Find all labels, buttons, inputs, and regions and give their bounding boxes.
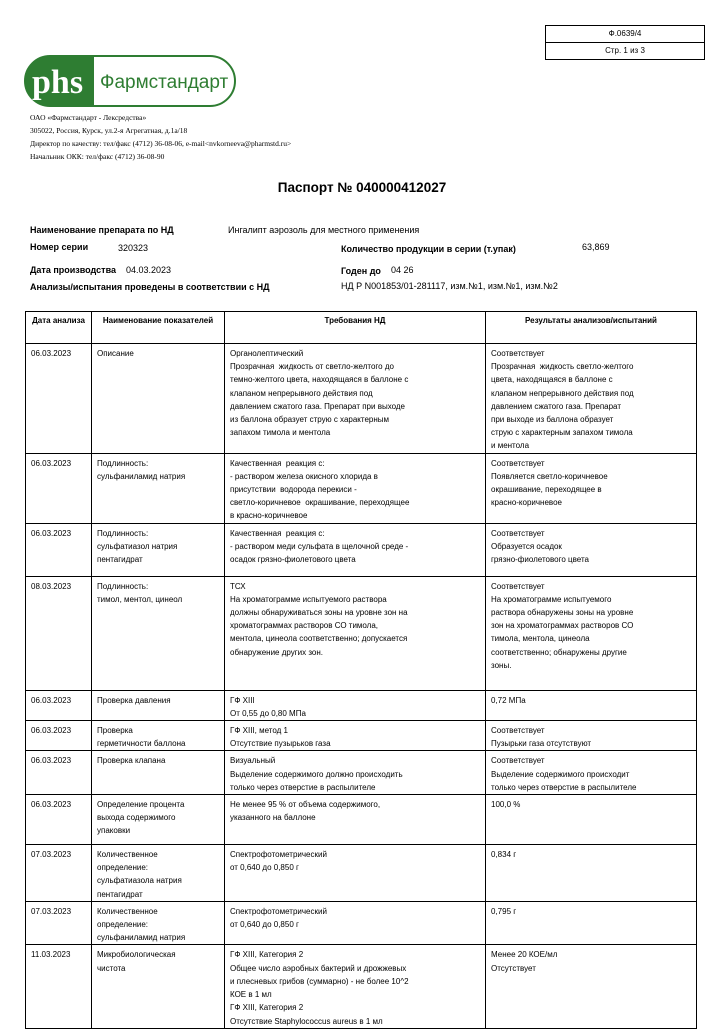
cell-result-line: клапаном непрерывного действия под [491,388,634,398]
cell-requirement [225,795,486,845]
quantity-label: Количество продукции в серии (т.упак) [341,244,516,254]
cell-indicator [92,901,225,945]
cell-indicator [92,751,225,795]
header-date: Дата анализа [26,312,92,344]
cell-requirement-line: ГФ XIII, Категория 2 [230,950,304,960]
page-counter: Стр. 1 из 3 [546,42,704,59]
table-header-row [26,312,697,344]
cell-result-line: На хроматограмме испытуемого [491,594,612,604]
cell-requirement-line: Качественная реакция с: [230,528,325,538]
cell-indicator-line: сульфаниламид натрия [97,933,186,943]
cell-requirement-line: Качественная реакция с: [230,458,325,468]
table-row [26,690,697,720]
header-requirements: Требования НД [225,312,486,344]
cell-result-line: Соответствует [491,581,545,591]
analysis-table [25,311,697,1029]
cell-requirement-line: только через отверстие в распылителе [230,782,376,792]
table-row [26,795,697,845]
cell-result-line: Соответствует [491,349,545,358]
cell-requirement-line: должны обнаруживаться зоны на уровне зон на [230,608,408,618]
logo-mark: phs [32,64,84,101]
cell-result [486,344,697,454]
cell-result-line: при выходе из баллона образует [491,415,614,425]
cell-indicator [92,523,225,576]
cell-result-line: только через отверстие в распылителе [491,782,637,792]
cell-result [486,523,697,576]
cell-indicator-line: пентагидрат [97,555,143,565]
cell-requirement-line: от 0,640 до 0,850 г [230,920,299,930]
cell-indicator-line: определение: [97,863,149,873]
production-date-label: Дата производства [30,265,116,275]
cell-result-line: и ментола [491,441,530,451]
table-row [26,901,697,945]
production-date-value: 04.03.2023 [126,265,172,275]
batch-label: Номер серии [30,242,89,252]
cell-requirement [225,523,486,576]
cell-date: 06.03.2023 [26,690,92,720]
cell-result-line: 100,0 % [491,800,521,810]
cell-requirement-line: Отсутствие Staphylococcus aureus в 1 мл [230,1016,383,1026]
cell-result-line: соответственно; обнаружены другие [491,647,627,657]
expiry-value: 04 26 [391,265,414,275]
cell-result-line: Отсутствует [491,963,536,973]
cell-requirement-line: обнаружение других зон. [230,647,324,657]
header-indicator: Наименование показателей [92,312,225,344]
cell-result [486,945,697,1028]
cell-requirement [225,453,486,523]
cell-result-line: струю с характерным запахом тимола [491,428,633,438]
cell-indicator-line: сульфаниламид натрия [97,471,186,481]
cell-requirement-line: На хроматограмме испытуемого раствора [230,594,387,604]
cell-result [486,721,697,751]
cell-result [486,690,697,720]
cell-requirement-line: Не менее 95 % от объема содержимого, [230,800,381,810]
cell-result-line: 0,72 МПа [491,695,526,705]
cell-result-line: Пузырьки газа отсутствуют [491,739,592,749]
page-title: Паспорт № 040000412027 [277,180,447,195]
cell-result-line: Прозрачная жидкость светло-желтого [491,362,634,372]
cell-requirement [225,751,486,795]
cell-indicator-line: Проверка давления [97,695,171,705]
cell-requirement-line: светло-коричневое окрашивание, переходящее [230,498,410,508]
cell-result [486,576,697,690]
cell-requirement-line: Отсутствие пузырьков газа [230,739,331,749]
cell-requirement-line: давлением сжатого газа. Препарат при выходе [230,401,405,411]
cell-requirement-line: от 0,640 до 0,850 г [230,863,299,873]
cell-result-line: тимола, ментола, цинеола [491,634,590,644]
cell-indicator [92,845,225,902]
cell-date: 07.03.2023 [26,901,92,945]
cell-result-line: 0,795 г [491,906,517,916]
cell-indicator-line: сульфатиазола натрия [97,876,182,886]
table-row [26,453,697,523]
cell-result [486,453,697,523]
cell-indicator-line: пентагидрат [97,889,143,899]
table-row [26,721,697,751]
cell-requirement [225,576,486,690]
cell-requirement-line: Спектрофотометрический [230,906,327,916]
cell-requirement-line: и плесневых грибов (суммарно) - не более 10^2 [230,976,409,986]
cell-indicator-line: Определение процента [97,800,185,810]
company-address: 305022, Россия, Курск, ул.2-я Агрегатная, д.1а/18 [30,126,188,135]
cell-requirement-line: ТСХ [230,581,246,591]
cell-indicator-line: герметичности баллона [97,739,186,749]
expiry-label: Годен до [341,266,381,276]
cell-result-line: 0,834 г [491,850,517,860]
cell-requirement [225,845,486,902]
cell-result [486,751,697,795]
cell-requirement [225,344,486,454]
cell-requirement-line: - раствором железа окисного хлорида в [230,471,378,481]
cell-requirement-line: Спектрофотометрический [230,850,327,860]
company-logo [24,55,236,107]
header-results: Результаты анализов/испытаний [486,312,697,344]
nd-value: НД Р N001853/01-281117, изм.№1, изм.№1, изм.№2 [341,281,558,291]
cell-indicator-line: определение: [97,920,149,930]
cell-indicator-line: тимол, ментол, цинеол [97,594,183,604]
logo-graphic [24,55,236,107]
cell-result-line: зон на хроматограммах растворов СО [491,621,634,631]
cell-requirement-line: Органолептический [230,349,304,358]
cell-requirement-line: из баллона образует струю с характерным [230,415,390,425]
cell-requirement [225,945,486,1028]
cell-result-line: цвета, находящаяся в баллоне с [491,375,613,385]
cell-requirement-line: осадок грязно-фиолетового цвета [230,555,356,565]
logo-brand: Фармстандарт [100,72,229,93]
qc-head-contact: Начальник ОКК: тел/факс (4712) 36-08-90 [30,152,165,161]
cell-requirement-line: Визуальный [230,756,276,766]
cell-indicator [92,721,225,751]
cell-requirement [225,690,486,720]
cell-indicator [92,795,225,845]
cell-requirement-line: присутствии водорода перекиси - [230,485,357,495]
cell-requirement-line: в красно-коричневое [230,511,308,521]
cell-date: 06.03.2023 [26,523,92,576]
cell-date: 06.03.2023 [26,795,92,845]
table-row [26,751,697,795]
cell-result-line: Появляется светло-коричневое [491,471,608,481]
cell-result-line: Соответствует [491,726,545,736]
company-info [30,111,291,163]
cell-result-line: Образуется осадок [491,541,562,551]
cell-date: 06.03.2023 [26,751,92,795]
cell-result-line: Выделение содержимого происходит [491,769,630,779]
cell-indicator-line: чистота [97,963,126,973]
cell-result-line: окрашивание, переходящее в [491,485,602,495]
cell-result-line: давлением сжатого газа. Препарат [491,401,621,411]
cell-indicator [92,453,225,523]
cell-result-line: грязно-фиолетового цвета [491,555,589,565]
cell-indicator-line: Подлинность: [97,581,149,591]
cell-requirement-line: ГФ XIII [230,695,255,705]
cell-requirement-line: - раствором меди сульфата в щелочной среде - [230,541,409,551]
cell-result-line: Менее 20 КОЕ/мл [491,950,558,960]
cell-indicator-line: Количественное [97,850,158,860]
cell-result-line: зоны. [491,660,512,670]
cell-date: 11.03.2023 [26,945,92,1028]
quantity-value: 63,869 [582,242,610,252]
table-row [26,576,697,690]
cell-requirement-line: Общее число аэробных бактерий и дрожжевых [230,963,407,973]
cell-result-line: Соответствует [491,528,545,538]
cell-requirement-line: темно-желтого цвета, находящаяся в баллоне с [230,375,409,385]
nd-label: Анализы/испытания проведены в соответствии с НД [30,282,270,292]
cell-indicator-line: Микробиологическая [97,950,176,960]
cell-indicator-line: сульфатиазол натрия [97,541,178,551]
cell-requirement-line: хроматограммах растворов СО тимола, [230,621,379,631]
cell-date: 08.03.2023 [26,576,92,690]
cell-indicator-line: Проверка [97,726,133,736]
batch-value: 320323 [118,243,149,253]
cell-date: 07.03.2023 [26,845,92,902]
cell-requirement-line: КОЕ в 1 мл [230,990,272,1000]
cell-result-line: Соответствует [491,756,545,766]
cell-requirement-line: Выделение содержимого должно происходить [230,769,403,779]
cell-requirement-line: запахом тимола и ментола [230,428,331,438]
cell-indicator [92,690,225,720]
cell-date: 06.03.2023 [26,721,92,751]
table-row [26,344,697,454]
cell-requirement-line: ГФ XIII, метод 1 [230,726,288,736]
cell-requirement [225,901,486,945]
cell-indicator [92,344,225,454]
cell-result [486,845,697,902]
form-code-box [545,25,705,60]
cell-requirement [225,721,486,751]
drug-value: Ингалипт аэрозоль для местного применения [228,225,420,235]
cell-indicator-line: Подлинность: [97,528,149,538]
cell-indicator [92,945,225,1028]
cell-result [486,795,697,845]
cell-indicator-line: Подлинность: [97,458,149,468]
quality-director-contact: Директор по качеству: тел/факс (4712) 36-08-06, e-mail<nvkorneeva@pharmstd.ru> [30,139,292,148]
form-code: Ф.0639/4 [608,29,642,38]
cell-requirement-line: указанного на баллоне [230,813,316,823]
cell-date: 06.03.2023 [26,344,92,454]
cell-indicator-line: Количественное [97,906,158,916]
drug-label: Наименование препарата по НД [30,225,174,235]
cell-indicator-line: Описание [97,349,134,358]
cell-requirement-line: От 0,55 до 0,80 МПа [230,708,306,718]
cell-result [486,901,697,945]
table-row [26,523,697,576]
cell-requirement-line: ментола, цинеола соответственно; допускается [230,634,408,644]
cell-indicator-line: Проверка клапана [97,756,166,766]
cell-date: 06.03.2023 [26,453,92,523]
cell-result-line: красно-коричневое [491,498,562,508]
table-row [26,845,697,902]
cell-indicator-line: упаковки [97,826,131,836]
cell-result-line: раствора обнаружены зоны на уровне [491,608,634,618]
cell-requirement-line: клапаном непрерывного действия под [230,388,373,398]
cell-requirement-line: ГФ XIII, Категория 2 [230,1003,304,1013]
table-row [26,945,697,1028]
cell-indicator-line: выхода содержимого [97,813,176,823]
cell-indicator [92,576,225,690]
cell-result-line: Соответствует [491,458,545,468]
cell-requirement-line: Прозрачная жидкость от светло-желтого до [230,362,394,372]
company-name: ОАО «Фармстандарт - Лексредства» [30,113,147,122]
